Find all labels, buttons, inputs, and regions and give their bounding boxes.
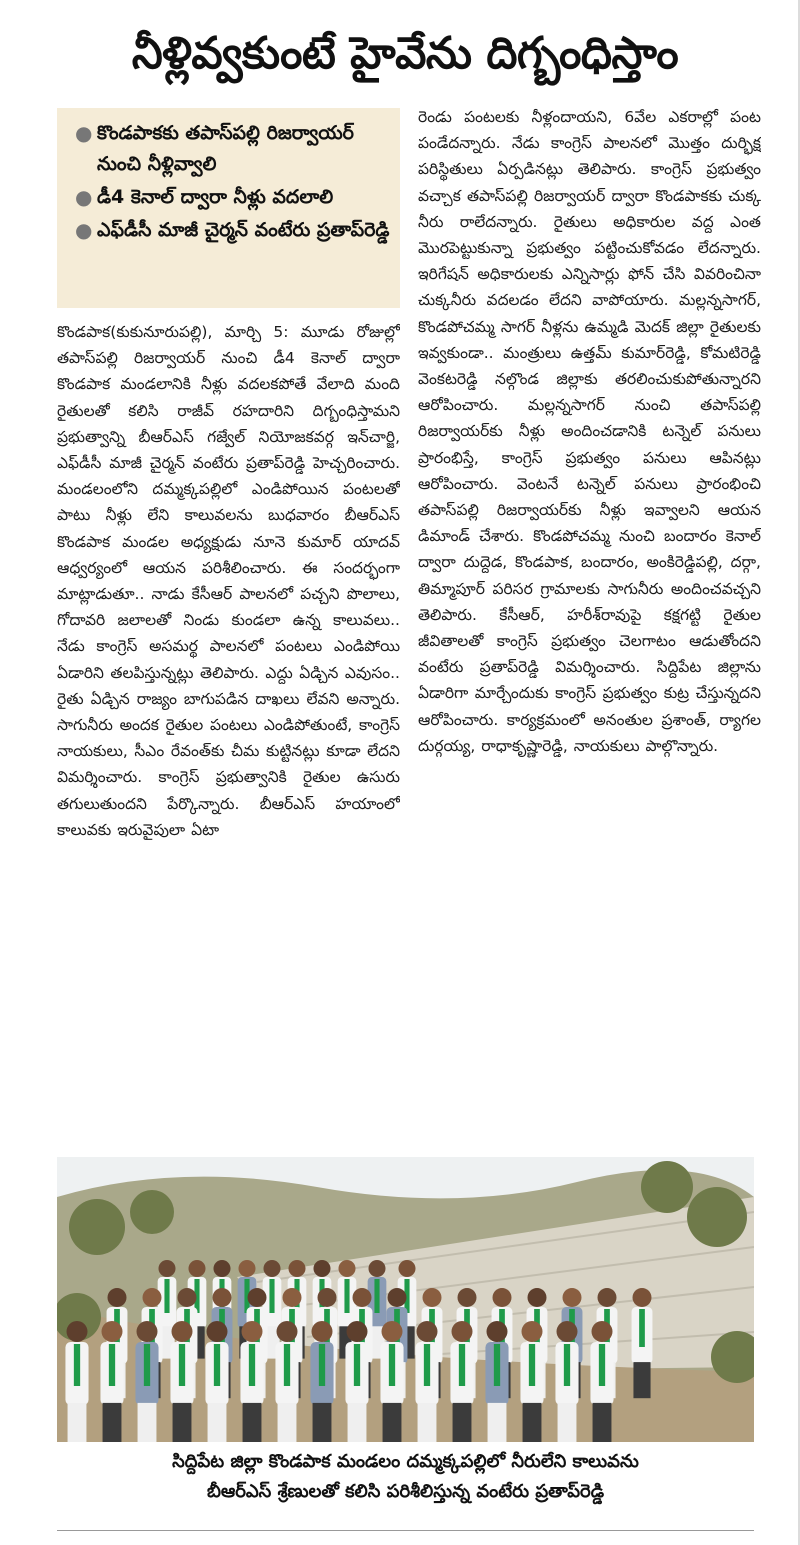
green-scarf [599,1344,605,1386]
person-head [592,1321,613,1342]
person-legs [138,1403,157,1442]
bullet-icon: ● [75,121,93,145]
person-head [598,1288,617,1307]
person-head [382,1321,403,1342]
person-head [143,1288,162,1307]
green-scarf [164,1279,169,1313]
person-head [312,1321,333,1342]
highlight-text: కొండపాకకు తపాస్‌పల్లి రిజర్వాయర్ నుంచి నీళ్లివ్వాలి [97,122,354,175]
person-head [388,1288,407,1307]
green-scarf [249,1344,255,1386]
photo-caption [57,1447,754,1507]
article-column-left: కొండపాక(కుకునూరుపల్లి), మార్చి 5: మూడు రోజుల్లో తపాస్‌పల్లి రిజర్వాయర్ నుంచి డీ4 కెనాల్ ద్వారా కొండపాక మండలానికి నీళ్లు వదలకపోతే వేలాది మంది రైతులతో కలిసి రాజీవ్ రహదారిని దిగ్బంధిస్తామని ప్రభుత్వాన్ని బీఆర్‌ఎస్ గజ్వేల్ నియోజకవర్గ ఇన్‌చార్జి, ఎఫ్‌డీసీ మాజీ చైర్మన్ వంటేరు ప్రతాప్‌రెడ్డి హెచ్చరించారు. మండలంలోని దమ్మక్కపల్లిలో ఎండిపోయిన పంటలతో పాటు నీళ్లు లేని కాలువలను బుధవారం బీఆర్‌ఎస్ కొండపాక మండల అధ్యక్షుడు నూనె కుమార్ యాదవ్ ఆధ్వర్యంలో ఆయన పరిశీలించారు. ఈ సందర్భంగా మాట్లాడుతూ.. నాడు కేసీఆర్ పాలనలో పచ్చని పొలాలు, గోదావరి జలాలతో నిండు కుండలా ఉన్న కాలువలు.. నేడు కాంగ్రెస్ అసమర్థ పాలనలో పంటలు ఎండిపోయి ఏడారిని తలపిస్తున్నట్లు తెలిపారు. ఎద్దు ఏడ్చిన ఎవుసం.. రైతు ఏడ్చిన రాజ్యం బాగుపడిన దాఖలు లేవని అన్నారు. సాగునీరు అందక రైతుల పంటలు ఎండిపోతుంటే, కాంగ్రెస్ నాయకులు, సీఎం రేవంత్‌కు చీమ కుట్టినట్లు కూడా లేదని విమర్శించారు. కాంగ్రెస్ ప్రభుత్వానికి రైతుల ఉసురు తగులుతుందని పేర్కొన్నారు. బీఆర్‌ఎస్ హయాంలో కాలువకు ఇరువైపులా ఏటా [57,323,400,839]
person-legs [278,1403,297,1442]
headline: నీళ్లివ్వకుంటే హైవేను దిగ్బంధిస్తాం [131,28,679,79]
bullet-icon: ● [75,218,93,242]
person-head [522,1321,543,1342]
green-scarf [564,1344,570,1386]
person-head [283,1288,302,1307]
person-head [314,1260,331,1277]
person-head [242,1321,263,1342]
person-legs [68,1403,87,1442]
person-legs [313,1403,332,1442]
person-head [493,1288,512,1307]
green-scarf [424,1344,430,1386]
person-head [137,1321,158,1342]
person-head [159,1260,176,1277]
person-head [339,1260,356,1277]
highlights-box [57,108,400,308]
photo-illustration [57,1157,754,1442]
person-head [318,1288,337,1307]
person-head [213,1288,232,1307]
green-scarf [389,1344,395,1386]
green-scarf [179,1344,185,1386]
caption-line-1: సిద్దిపేట జిల్లా కొండపాక మండలం దమ్మక్కపల్లిలో నీరులేని కాలువను [172,1451,639,1472]
person-head [239,1260,256,1277]
person-head [353,1288,372,1307]
person-head [189,1260,206,1277]
person-legs [173,1403,192,1442]
green-scarf [269,1279,274,1313]
green-scarf [109,1344,115,1386]
green-scarf [354,1344,360,1386]
person-legs [453,1403,472,1442]
person-head [487,1321,508,1342]
green-scarf [459,1344,465,1386]
article-column-right: రెండు పంటలకు నీళ్లందాయని, 6వేల ఎకరాల్లో పంట పండేదన్నారు. నేడు కాంగ్రెస్ పాలనలో మొత్తం దుర్భిక్ష పరిస్థితులు ఏర్పడినట్లు తెలిపారు. కాంగ్రెస్ ప్రభుత్వం వచ్చాక తపాస్‌పల్లి రిజర్వాయర్ ద్వారా కొండపాకకు చుక్క నీరు రాలేదన్నారు. రైతులు అధికారుల వద్ద ఎంత మొరపెట్టుకున్నా ప్రభుత్వం పట్టించుకోవడం లేదన్నారు. ఇరిగేషన్ అధికారులకు ఎన్నిసార్లు ఫోన్ చేసి వివరించినా చుక్కనీరు వదలడం లేదని వాపోయారు. మల్లన్నసాగర్, కొండపోచమ్మ సాగర్ నీళ్లను ఉమ్మడి మెదక్ జిల్లా రైతులకు ఇవ్వకుండా.. మంత్రులు ఉత్తమ్ కుమార్‌రెడ్డి, కోమటిరెడ్డి వెంకటరెడ్డి నల్గొండ జిల్లాకు తరలించుకుపోతున్నారని ఆరోపించారు. మల్లన్నసాగర్ నుంచి తపాస్‌పల్లి రిజర్వాయర్‌కు నీళ్లు అందించడానికి టన్నెల్ పనులు ప్రారంభిస్తే, కాంగ్రెస్ ప్రభుత్వం పనులు ఆపినట్లు ఆరోపించారు. వెంటనే టన్నెల్ పనులు ప్రారంభించి తపాస్‌పల్లి రిజర్వాయర్‌కు నీళ్లు ఇవ్వాలని ఆయన డిమాండ్ చేశారు. కొండపోచమ్మ నుంచి బందారం కెనాల్ ద్వారా దుద్దెడ, కొండపాక, బందారం, అంకిరెడ్డిపల్లి, దర్గా, తిమ్మాపూర్ పరిసర గ్రామాలకు సాగునీరు అందించవచ్చని తెలిపారు. కేసీఆర్, హరీశ్‌రావుపై కక్షగట్టి రైతుల జీవితాలతో కాంగ్రెస్ ప్రభుత్వం చెలగాటం ఆడుతోందని వంటేరు ప్రతాప్‌రెడ్డి విమర్శించారు. సిద్దిపేట జిల్లాను ఏడారిగా మార్చేందుకు కాంగ్రెస్ ప్రభుత్వం కుట్ర చేస్తున్నదని ఆరోపించారు. కార్యక్రమంలో అనంతుల ప్రశాంత్, ర్యాగల దుర్గయ్య, రాధాకృష్ణారెడ్డి, నాయకులు పాల్గొన్నారు. [418,108,761,755]
green-scarf [144,1344,150,1386]
person-legs [348,1403,367,1442]
person-head [207,1321,228,1342]
caption-line-2: బీఆర్‌ఎస్ శ్రేణులతో కలిసి పరిశీలిస్తున్న వంటేరు ప్రతాప్‌రెడ్డి [206,1481,605,1502]
person-legs [243,1403,262,1442]
person-head [108,1288,127,1307]
person-head [248,1288,267,1307]
person-head [458,1288,477,1307]
person-legs [593,1403,612,1442]
person-head [214,1260,231,1277]
person-head [277,1321,298,1342]
person-head [289,1260,306,1277]
person-head [264,1260,281,1277]
person-head [423,1288,442,1307]
person-head [399,1260,416,1277]
person-head [369,1260,386,1277]
person-head [347,1321,368,1342]
person-head [417,1321,438,1342]
person-head [528,1288,547,1307]
green-scarf [284,1344,290,1386]
person-head [178,1288,197,1307]
person-legs [633,1362,650,1398]
person-head [563,1288,582,1307]
bottom-rule [57,1530,754,1531]
green-scarf [74,1344,80,1386]
person-head [633,1288,652,1307]
person-legs [488,1403,507,1442]
person-head [172,1321,193,1342]
person-legs [418,1403,437,1442]
person-head [557,1321,578,1342]
green-scarf [214,1344,220,1386]
highlight-item [75,182,392,213]
person-legs [208,1403,227,1442]
highlight-item [75,215,392,246]
news-photo [57,1157,754,1442]
highlight-text: డీ4 కెనాల్ ద్వారా నీళ్లు వదలాలి [97,186,334,208]
bullet-icon: ● [75,185,93,209]
person-head [67,1321,88,1342]
green-scarf [639,1309,645,1347]
highlight-item [75,118,392,180]
person-legs [103,1403,122,1442]
green-scarf [344,1279,349,1313]
green-scarf [374,1279,379,1313]
green-scarf [494,1344,500,1386]
green-scarf [529,1344,535,1386]
person-head [452,1321,473,1342]
highlight-text: ఎఫ్‌డీసీ మాజీ చైర్మన్ వంటేరు ప్రతాప్‌రెడ్డి [97,219,390,241]
person-head [102,1321,123,1342]
person-legs [523,1403,542,1442]
person-legs [383,1403,402,1442]
person-legs [558,1403,577,1442]
green-scarf [319,1344,325,1386]
